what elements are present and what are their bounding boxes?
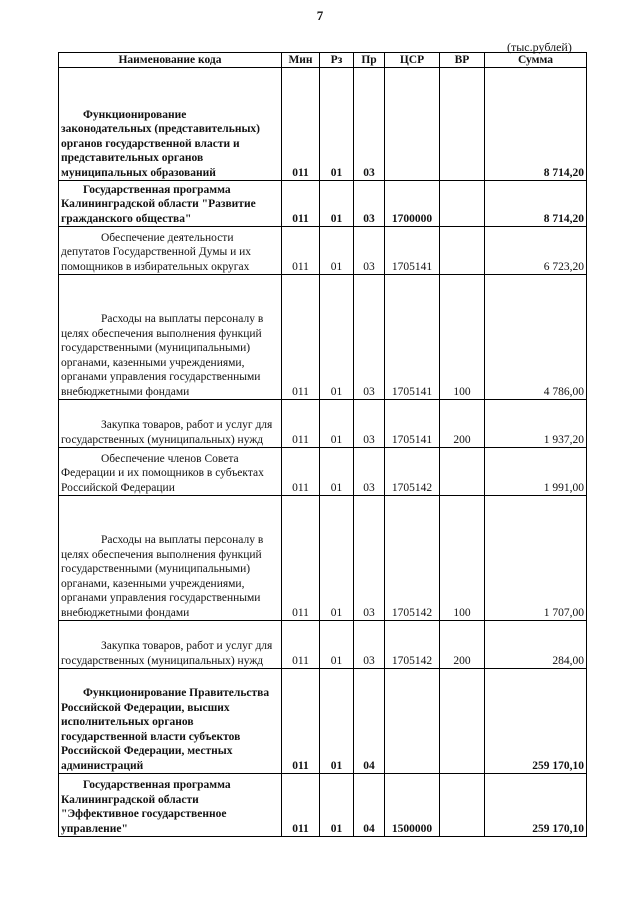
row-name: Закупка товаров, работ и услуг для государственных (муниципальных) нужд xyxy=(59,621,282,669)
row-vr xyxy=(440,774,485,837)
row-rz: 01 xyxy=(320,275,354,400)
row-pr: 04 xyxy=(354,774,385,837)
row-csr: 1705142 xyxy=(385,496,440,621)
row-csr: 1705142 xyxy=(385,621,440,669)
row-sum: 1 991,00 xyxy=(485,448,587,496)
header-vr: ВР xyxy=(440,53,485,68)
row-name: Функционирование законодательных (представительных) органов государственной власти и представительных органов муниципальных образований xyxy=(59,68,282,181)
row-pr: 04 xyxy=(354,669,385,774)
row-vr: 200 xyxy=(440,400,485,448)
row-vr xyxy=(440,227,485,275)
budget-table xyxy=(58,52,587,837)
row-rz: 01 xyxy=(320,400,354,448)
row-min: 011 xyxy=(282,448,320,496)
row-csr: 1705141 xyxy=(385,275,440,400)
row-min: 011 xyxy=(282,227,320,275)
row-rz: 01 xyxy=(320,448,354,496)
row-name: Государственная программа Калининградской области "Эффективное государственное управление" xyxy=(59,774,282,837)
row-name: Обеспечение членов Совета Федерации и их помощников в субъектах Российской Федерации xyxy=(59,448,282,496)
row-vr xyxy=(440,448,485,496)
row-rz: 01 xyxy=(320,68,354,181)
row-min: 011 xyxy=(282,496,320,621)
row-vr: 100 xyxy=(440,496,485,621)
page-number: 7 xyxy=(316,8,324,23)
row-rz: 01 xyxy=(320,774,354,837)
row-name: Расходы на выплаты персоналу в целях обеспечения выполнения функций государственными (муниципальными) органами, казенными учреждениями, органами управления государственными внебюджетными фондами xyxy=(59,496,282,621)
header-name: Наименование кода xyxy=(59,53,282,68)
row-rz: 01 xyxy=(320,181,354,227)
row-sum: 259 170,10 xyxy=(485,774,587,837)
header-pr: Пр xyxy=(354,53,385,68)
row-sum: 259 170,10 xyxy=(485,669,587,774)
row-pr: 03 xyxy=(354,68,385,181)
row-vr: 100 xyxy=(440,275,485,400)
row-name: Закупка товаров, работ и услуг для государственных (муниципальных) нужд xyxy=(59,400,282,448)
table-row xyxy=(59,275,587,400)
row-vr xyxy=(440,669,485,774)
row-min: 011 xyxy=(282,621,320,669)
row-rz: 01 xyxy=(320,227,354,275)
table-row xyxy=(59,227,587,275)
table-header xyxy=(59,53,587,68)
row-csr: 1705141 xyxy=(385,400,440,448)
row-vr: 200 xyxy=(440,621,485,669)
row-vr xyxy=(440,68,485,181)
row-min: 011 xyxy=(282,774,320,837)
table-row xyxy=(59,181,587,227)
row-sum: 6 723,20 xyxy=(485,227,587,275)
row-sum: 284,00 xyxy=(485,621,587,669)
row-name: Государственная программа Калининградской области "Развитие гражданского общества" xyxy=(59,181,282,227)
row-sum: 1 707,00 xyxy=(485,496,587,621)
row-pr: 03 xyxy=(354,400,385,448)
header-csr: ЦСР xyxy=(385,53,440,68)
row-name: Функционирование Правительства Российской Федерации, высших исполнительных органов государственной власти субъектов Российской Федерации, местных администраций xyxy=(59,669,282,774)
row-pr: 03 xyxy=(354,448,385,496)
table-row xyxy=(59,448,587,496)
row-sum: 4 786,00 xyxy=(485,275,587,400)
row-csr xyxy=(385,68,440,181)
units-label: (тыс.рублей) xyxy=(507,40,572,54)
row-pr: 03 xyxy=(354,181,385,227)
row-min: 011 xyxy=(282,181,320,227)
table-row xyxy=(59,496,587,621)
header-rz: Рз xyxy=(320,53,354,68)
row-pr: 03 xyxy=(354,227,385,275)
row-rz: 01 xyxy=(320,496,354,621)
row-sum: 8 714,20 xyxy=(485,181,587,227)
row-rz: 01 xyxy=(320,669,354,774)
header-sum: Сумма xyxy=(485,53,587,68)
row-min: 011 xyxy=(282,275,320,400)
row-csr: 1700000 xyxy=(385,181,440,227)
row-pr: 03 xyxy=(354,621,385,669)
row-pr: 03 xyxy=(354,496,385,621)
row-csr xyxy=(385,669,440,774)
table-row xyxy=(59,68,587,181)
row-rz: 01 xyxy=(320,621,354,669)
row-min: 011 xyxy=(282,669,320,774)
row-pr: 03 xyxy=(354,275,385,400)
row-csr: 1705141 xyxy=(385,227,440,275)
header-min: Мин xyxy=(282,53,320,68)
row-sum: 8 714,20 xyxy=(485,68,587,181)
table-row xyxy=(59,669,587,774)
row-sum: 1 937,20 xyxy=(485,400,587,448)
row-name: Расходы на выплаты персоналу в целях обеспечения выполнения функций государственными (муниципальными) органами, казенными учреждениями, органами управления государственными внебюджетными фондами xyxy=(59,275,282,400)
row-csr: 1705142 xyxy=(385,448,440,496)
row-name: Обеспечение деятельности депутатов Государственной Думы и их помощников в избирательных округах xyxy=(59,227,282,275)
row-csr: 1500000 xyxy=(385,774,440,837)
table-row xyxy=(59,400,587,448)
row-vr xyxy=(440,181,485,227)
row-min: 011 xyxy=(282,400,320,448)
table-row xyxy=(59,774,587,837)
row-min: 011 xyxy=(282,68,320,181)
table-row xyxy=(59,621,587,669)
